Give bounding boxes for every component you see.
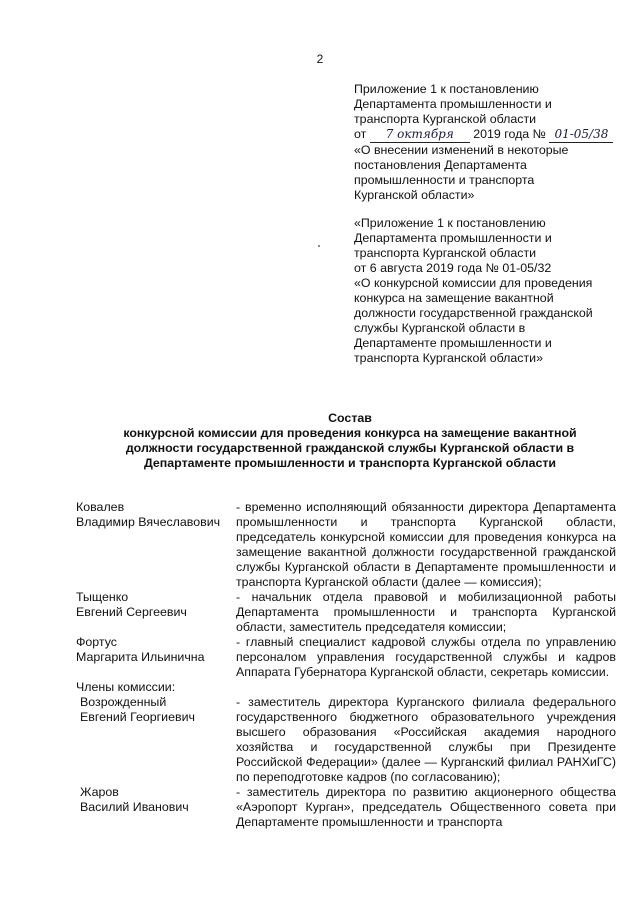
member-surname: Возрожденный bbox=[80, 695, 167, 709]
date-prefix: от bbox=[354, 127, 367, 141]
member-name bbox=[76, 635, 236, 680]
appendix-subject-line: Курганской области» bbox=[354, 188, 475, 202]
appendix-line: «О конкурсной комиссии для проведения bbox=[354, 276, 593, 290]
commission-member bbox=[76, 500, 616, 590]
appendix-current-block bbox=[354, 82, 616, 203]
appendix-subject-line: «О внесении изменений в некоторые bbox=[354, 143, 569, 157]
title-line: должности государственной гражданской службы Курганской области в bbox=[125, 441, 575, 455]
member-given-name: Владимир Вячеславович bbox=[76, 515, 221, 529]
appendix-line: Департаменте промышленности и bbox=[354, 336, 552, 350]
appendix-line: Приложение 1 к постановлению bbox=[354, 82, 539, 96]
handwritten-date: 7 октября bbox=[370, 127, 470, 143]
member-role: - заместитель директора по развитию акционерного общества «Аэропорт Курган», председатель Общественного совета при Департаменте промышленности и транспорта bbox=[236, 785, 616, 829]
appendix-date-line bbox=[354, 127, 616, 143]
commission-list bbox=[76, 500, 616, 830]
appendix-line: транспорта Курганской области» bbox=[354, 351, 543, 365]
title-heading: Состав bbox=[328, 411, 372, 425]
appendix-line: транспорта Курганской области bbox=[354, 112, 537, 126]
year-text: 2019 года № bbox=[473, 127, 546, 141]
page-number: 2 bbox=[316, 52, 324, 66]
commission-member bbox=[76, 635, 616, 680]
member-given-name: Евгений Сергеевич bbox=[76, 605, 187, 619]
appendix-line: Департамента промышленности и bbox=[354, 231, 552, 245]
scan-speck bbox=[318, 245, 320, 247]
appendix-line: Департамента промышленности и bbox=[354, 97, 552, 111]
member-given-name: Маргарита Ильинична bbox=[76, 650, 205, 664]
appendix-previous-block bbox=[354, 216, 616, 366]
appendix-line: транспорта Курганской области bbox=[354, 246, 537, 260]
member-surname: Жаров bbox=[80, 785, 119, 799]
member-role: - временно исполняющий обязанности директора Департамента промышленности и транспорта Курганской области, председатель конкурсной комиссии для проведения конкурса на замещение вакантной должности государственной гражданской службы Курганской области в Департаменте промышленности и транспорта Курганской области (далее — комиссия); bbox=[236, 500, 616, 589]
member-role: - заместитель директора Курганского филиала федерального государственного бюджетного образовательного учреждения высшего образования «Российская академия народного хозяйства и государственной службы при Президенте Российской Федерации» (далее — Курганский филиал РАНХиГС) по переподготовке кадров (по согласованию); bbox=[236, 695, 616, 784]
members-section-label: Члены комиссии: bbox=[76, 680, 176, 694]
commission-member bbox=[76, 785, 616, 830]
member-role: - начальник отдела правовой и мобилизационной работы Департамента промышленности и транспорта Курганской области, заместитель председателя комиссии; bbox=[236, 590, 616, 634]
member-surname: Тыщенко bbox=[76, 590, 129, 604]
member-role: - главный специалист кадровой службы отдела по управлению персоналом управления государственной службы и кадров Аппарата Губернатора Курганской области, секретарь комиссии. bbox=[236, 635, 616, 679]
appendix-line: «Приложение 1 к постановлению bbox=[354, 216, 546, 230]
member-name bbox=[76, 500, 236, 590]
appendix-line: службы Курганской области в bbox=[354, 321, 526, 335]
title-line: конкурсной комиссии для проведения конкурса на замещение вакантной bbox=[123, 426, 577, 440]
member-given-name: Евгений Георгиевич bbox=[80, 710, 195, 724]
commission-member bbox=[76, 590, 616, 635]
title-line: Департаменте промышленности и транспорта Курганской области bbox=[143, 456, 557, 470]
member-name bbox=[76, 785, 236, 830]
member-given-name: Василий Иванович bbox=[80, 800, 189, 814]
member-name bbox=[76, 695, 236, 785]
document-title bbox=[72, 411, 628, 471]
commission-member bbox=[76, 695, 616, 785]
appendix-line: должности государственной гражданской bbox=[354, 306, 593, 320]
member-surname: Ковалев bbox=[76, 500, 125, 514]
appendix-line: конкурса на замещение вакантной bbox=[354, 291, 554, 305]
appendix-line: от 6 августа 2019 года № 01-05/32 bbox=[354, 261, 552, 275]
appendix-subject-line: промышленности и транспорта bbox=[354, 173, 535, 187]
member-name bbox=[76, 590, 236, 635]
appendix-subject-line: постановления Департамента bbox=[354, 158, 527, 172]
member-surname: Фортус bbox=[76, 635, 117, 649]
handwritten-number: 01-05/38 bbox=[549, 127, 613, 143]
